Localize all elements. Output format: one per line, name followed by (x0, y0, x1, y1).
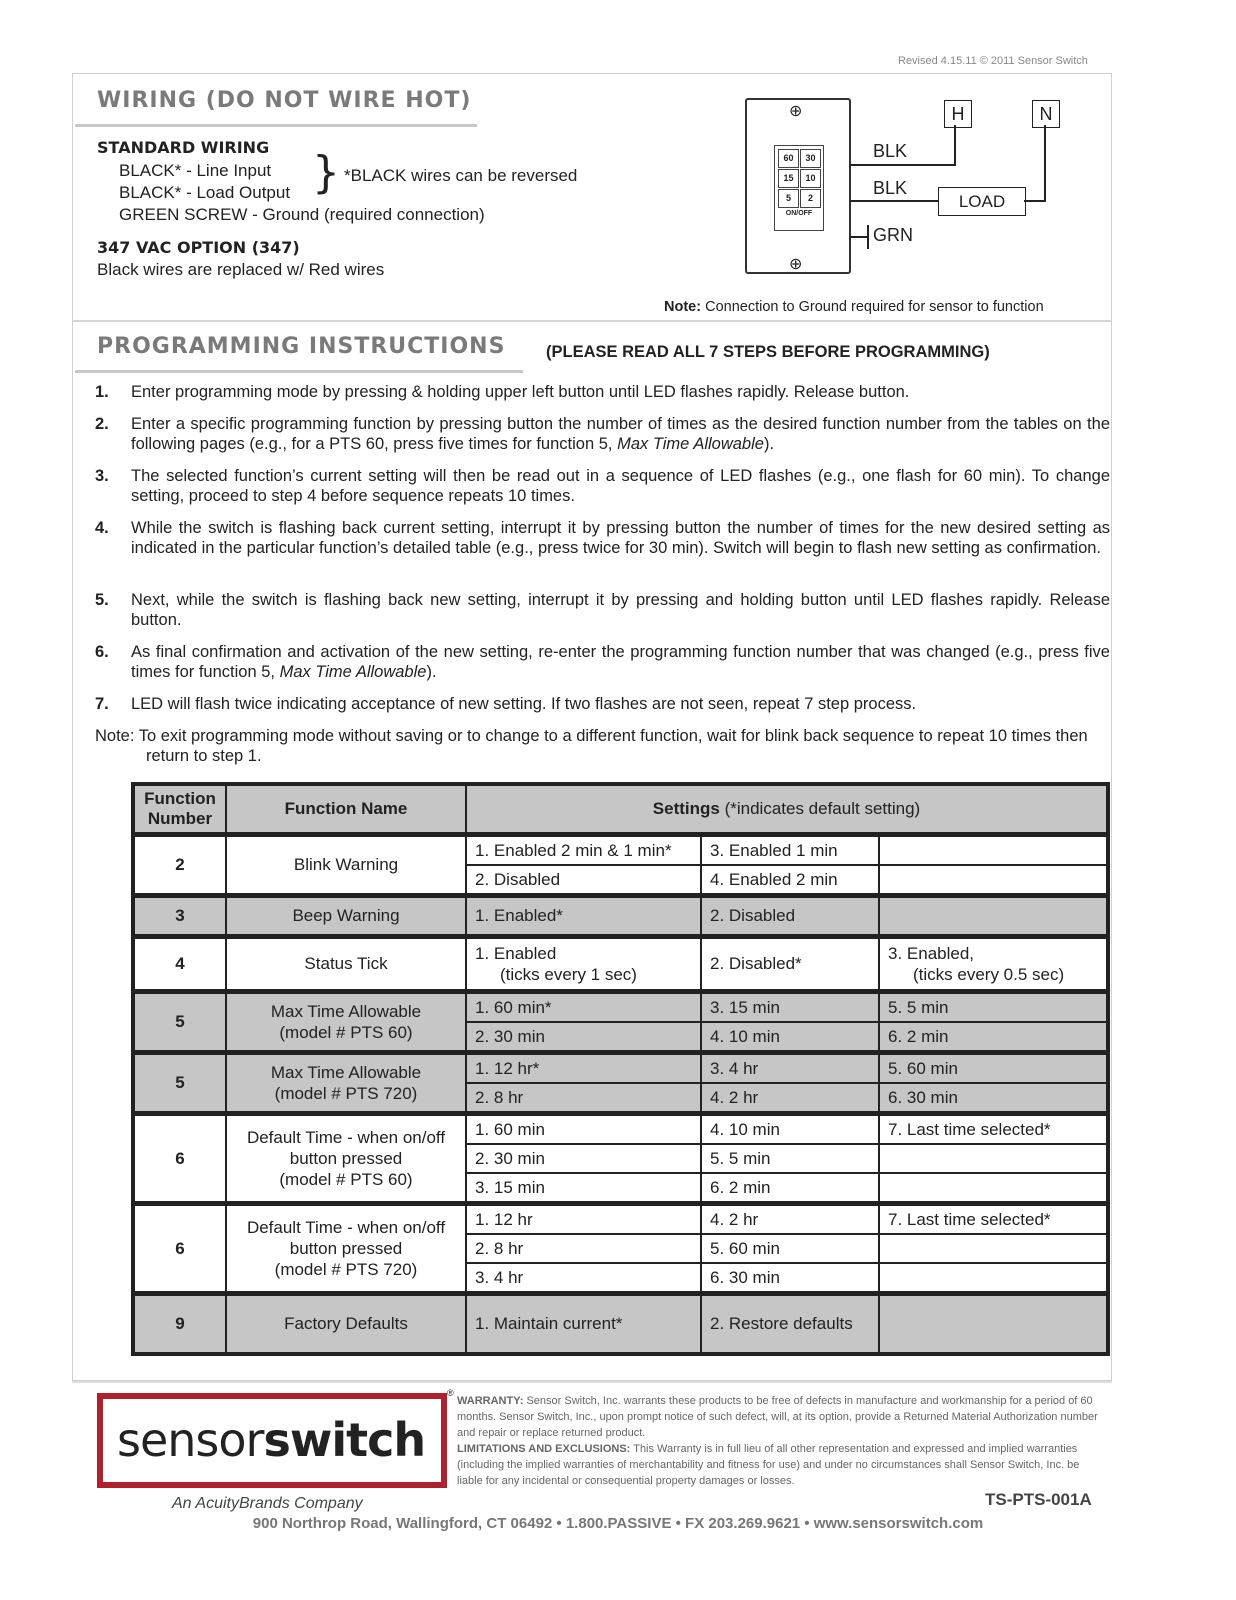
row-group-2 (133, 835, 1108, 896)
row-group-6b (133, 1204, 1108, 1294)
step-7: 7. LED will flash twice indicating acceptance of new setting. If two flashes are not seen, repeat 7 step process. (95, 695, 917, 713)
section-divider (72, 320, 1112, 322)
setting-cell: 1. 12 hr* (466, 1053, 701, 1084)
setting-cell: 2. 30 min (466, 1022, 701, 1053)
setting-cell: 2. Restore defaults (701, 1294, 879, 1355)
setting-cell: 4. 10 min (701, 1114, 879, 1145)
registered-mark-icon: ® (447, 1388, 454, 1398)
row-group-3 (133, 896, 1108, 937)
function-name: Max Time Allowable (model # PTS 60) (226, 992, 466, 1053)
function-name: Default Time - when on/off button pressed (model # PTS 720) (226, 1204, 466, 1294)
programming-subtitle: (PLEASE READ ALL 7 STEPS BEFORE PROGRAMMING) (546, 343, 990, 361)
button-10: 10 (800, 169, 821, 188)
setting-cell-empty (879, 1234, 1108, 1263)
table-header (133, 784, 1108, 835)
button-panel (774, 145, 824, 231)
setting-cell: 1. Enabled* (466, 896, 701, 937)
neutral-terminal: N (1032, 100, 1060, 128)
standard-wiring-title: STANDARD WIRING (97, 138, 270, 157)
row-group-6a (133, 1114, 1108, 1204)
setting-cell: 2. Disabled (701, 896, 879, 937)
function-number: 6 (133, 1204, 226, 1294)
setting-cell: 4. 2 hr (701, 1204, 879, 1235)
wiring-ground: GREEN SCREW - Ground (required connection) (119, 205, 485, 224)
table-row (133, 1294, 1108, 1355)
button-60: 60 (778, 149, 799, 168)
function-name: Beep Warning (226, 896, 466, 937)
setting-cell: 4. 10 min (701, 1022, 879, 1053)
setting-cell: 2. 8 hr (466, 1234, 701, 1263)
setting-cell: 3. Enabled, (ticks every 0.5 sec) (879, 937, 1108, 992)
setting-cell: 6. 30 min (879, 1083, 1108, 1114)
table-row (133, 937, 1108, 992)
setting-cell-empty (879, 1173, 1108, 1204)
step-4: 4. While the switch is flashing back current setting, interrupt it by pressing button the number of times for the new desired setting as indicated in the particular function’s detailed table (e.g., press twice for 30 min). Switch will begin to flash new setting as confirmation. (95, 519, 1110, 557)
button-5: 5 (778, 189, 799, 208)
function-name: Max Time Allowable (model # PTS 720) (226, 1053, 466, 1114)
company-address: 900 Northrop Road, Wallingford, CT 06492 • 1.800.PASSIVE • FX 203.269.9621 • www.sensorswitch.com (252, 1515, 984, 1532)
function-number: 5 (133, 992, 226, 1053)
setting-cell-empty (879, 1263, 1108, 1294)
blk-label-1: BLK (873, 141, 908, 161)
table-row (133, 896, 1108, 937)
setting-cell: 6. 30 min (701, 1263, 879, 1294)
setting-cell: 6. 2 min (879, 1022, 1108, 1053)
grn-label: GRN (873, 225, 913, 245)
footer-divider (72, 1381, 1112, 1383)
step-6: 6. As final confirmation and activation of the new setting, re-enter the programming function number that was changed (e.g., press five times for function 5, Max Time Allowable). (95, 643, 1110, 681)
setting-cell: 1. 60 min (466, 1114, 701, 1145)
wiring-load-output: BLACK* - Load Output (119, 183, 291, 202)
step-1: 1. Enter programming mode by pressing & holding upper left button until LED flashes rapidly. Release button. (95, 383, 910, 401)
revision-note: Revised 4.15.11 © 2011 Sensor Switch (898, 55, 1088, 67)
table-row (133, 835, 1108, 866)
setting-cell: 3. 4 hr (701, 1053, 879, 1084)
blk-label-2: BLK (873, 178, 908, 198)
table-row (133, 992, 1108, 1023)
setting-cell: 3. 15 min (466, 1173, 701, 1204)
top-screw-icon: ⊕ (789, 103, 803, 120)
setting-cell: 5. 5 min (879, 992, 1108, 1023)
table-row (133, 1114, 1108, 1145)
setting-cell: 1. 12 hr (466, 1204, 701, 1235)
setting-cell: 2. Disabled* (701, 937, 879, 992)
setting-cell: 1. Enabled 2 min & 1 min* (466, 835, 701, 866)
setting-cell: 4. Enabled 2 min (701, 865, 879, 896)
document-id: TS-PTS-001A (985, 1490, 1092, 1509)
setting-cell-empty (879, 896, 1108, 937)
setting-cell: 1. 60 min* (466, 992, 701, 1023)
header-function-name: Function Name (226, 784, 466, 835)
setting-cell: 7. Last time selected* (879, 1204, 1108, 1235)
function-table (131, 782, 1110, 1356)
step-3: 3. The selected function’s current setting will then be read out in a sequence of LED flashes (e.g., one flash for 60 min). To change setting, proceed to step 4 before sequence repeats 10 times. (95, 467, 1110, 505)
function-number: 6 (133, 1114, 226, 1204)
setting-cell: 7. Last time selected* (879, 1114, 1108, 1145)
function-name: Status Tick (226, 937, 466, 992)
vac-option-text: Black wires are replaced w/ Red wires (97, 260, 385, 279)
setting-cell: 1. Maintain current* (466, 1294, 701, 1355)
setting-cell: 2. Disabled (466, 865, 701, 896)
programming-title-underline (75, 370, 523, 373)
tagline: An AcuityBrands Company (172, 1495, 363, 1512)
setting-cell: 2. 8 hr (466, 1083, 701, 1114)
exit-note: Note: To exit programming mode without saving or to change to a different function, wait for blink back sequence to repeat 10 times then return to step 1. (95, 727, 1088, 765)
row-group-4 (133, 937, 1108, 992)
button-30: 30 (800, 149, 821, 168)
setting-cell: 5. 60 min (701, 1234, 879, 1263)
setting-cell: 5. 60 min (879, 1053, 1108, 1084)
button-2: 2 (800, 189, 821, 208)
function-number: 4 (133, 937, 226, 992)
setting-cell: 1. Enabled (ticks every 1 sec) (466, 937, 701, 992)
warranty-text: WARRANTY: Sensor Switch, Inc. warrants these products to be free of defects in manufacture and workmanship for a period of 60 months. Sensor Switch, Inc., upon prompt notice of such defect, will, at its option, provide a Returned Material Authorization number and repair or replace returned product. LIMITATIONS AND EXCLUSIONS: This Warranty is in full lieu of all other representation and expressed and implied warranties (including the implied warranties of merchantability and fitness for use) and under no circumstances shall Sensor Switch, Inc. be liable for any incidental or consequential property damages or losses. (457, 1395, 1098, 1487)
wiring-title: WIRING (DO NOT WIRE HOT) (97, 88, 472, 113)
function-number: 5 (133, 1053, 226, 1114)
setting-cell-empty (879, 835, 1108, 866)
bottom-screw-icon: ⊕ (789, 256, 803, 273)
step-5: 5. Next, while the switch is flashing back new setting, interrupt it by pressing and holding button until LED flashes rapidly. Release button. (95, 591, 1110, 629)
function-name: Factory Defaults (226, 1294, 466, 1355)
load-box: LOAD (938, 187, 1026, 216)
hot-terminal: H (944, 100, 972, 128)
step-2: 2. Enter a specific programming function by pressing button the number of times as the desired function number from the tables on the following pages (e.g., for a PTS 60, press five times for function 5, Max Time Allowable). (95, 415, 1110, 453)
setting-cell: 5. 5 min (701, 1144, 879, 1173)
setting-cell: 4. 2 hr (701, 1083, 879, 1114)
setting-cell: 6. 2 min (701, 1173, 879, 1204)
ground-note: Note: Connection to Ground required for sensor to function (664, 299, 1044, 315)
wiring-line-input: BLACK* - Line Input (119, 161, 272, 180)
vac-option-title: 347 VAC OPTION (347) (97, 238, 300, 257)
setting-cell: 2. 30 min (466, 1144, 701, 1173)
header-function-number: Function Number (133, 784, 226, 835)
table-row (133, 1204, 1108, 1235)
row-group-5a (133, 992, 1108, 1053)
table-row (133, 1053, 1108, 1084)
header-settings: Settings (*indicates default setting) (466, 784, 1108, 835)
brace-glyph: } (312, 147, 340, 198)
sensorswitch-logo (97, 1393, 447, 1488)
setting-cell-empty (879, 865, 1108, 896)
setting-cell: 3. 4 hr (466, 1263, 701, 1294)
setting-cell-empty (879, 1294, 1108, 1355)
function-name: Default Time - when on/off button pressed (model # PTS 60) (226, 1114, 466, 1204)
function-name: Blink Warning (226, 835, 466, 896)
row-group-5b (133, 1053, 1108, 1114)
logo-wordmark: sensorswitch (117, 1413, 426, 1467)
wiring-reversible-note: *BLACK wires can be reversed (344, 166, 578, 185)
setting-cell-empty (879, 1144, 1108, 1173)
button-onoff: ON/OFF (785, 210, 813, 217)
function-number: 2 (133, 835, 226, 896)
wiring-title-underline (75, 124, 477, 127)
programming-title: PROGRAMMING INSTRUCTIONS (97, 334, 506, 359)
setting-cell: 3. 15 min (701, 992, 879, 1023)
setting-cell: 3. Enabled 1 min (701, 835, 879, 866)
function-number: 9 (133, 1294, 226, 1355)
function-number: 3 (133, 896, 226, 937)
button-15: 15 (778, 169, 799, 188)
row-group-9 (133, 1294, 1108, 1355)
